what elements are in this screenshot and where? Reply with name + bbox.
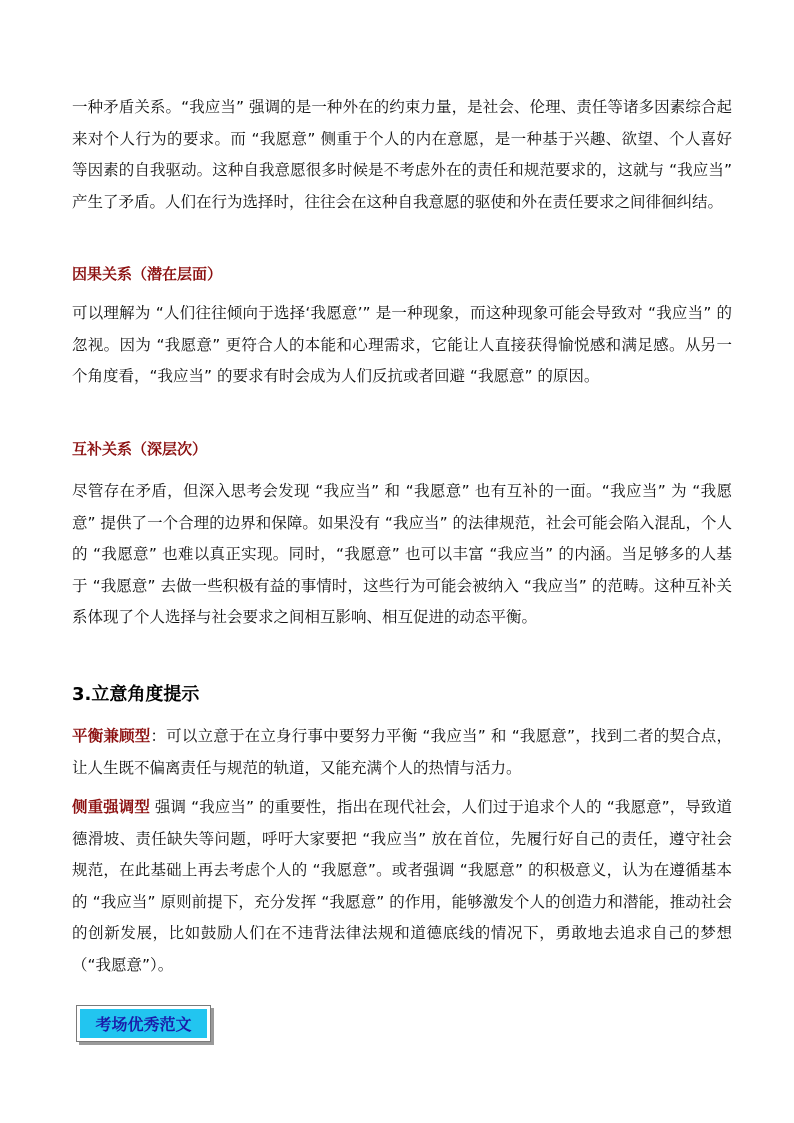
section-title-angle-tips: 3.立意角度提示: [72, 684, 200, 705]
text-balance-type: ：可以立意于在立身行事中要努力平衡 “我应当” 和 “我愿意”，找到二者的契合点，让人生既不偏离责任与规范的轨道，又能充满个人的热情与活力。: [72, 727, 732, 777]
paragraph-conflict: 一种矛盾关系。“我应当” 强调的是一种外在的约束力量，是社会、伦理、责任等诸多因素综合起来对个人行为的要求。而 “我愿意” 侧重于个人的内在意愿，是一种基于兴趣、欲望、个人喜好等因素的自我驱动。这种自我意愿很多时候是不考虑外在的责任和规范要求的，这就与 “我应当” 产生了矛盾。人们在行为选择时，往往会在这种自我意愿的驱使和外在责任要求之间徘徊纠结。: [72, 98, 732, 211]
text-emphasis-type: 强调 “我应当” 的重要性，指出在现代社会，人们过于追求个人的 “我愿意”，导致道德滑坡、责任缺失等问题，呼吁大家要把 “我应当” 放在首位，先履行好自己的责任，遵守社会规范，在此基础上再去考虑个人的 “我愿意”。或者强调 “我愿意” 的积极意义，认为在遵循基本的 “我应当” 原则前提下，充分发挥 “我愿意” 的作用，能够激发个人的创造力和潜能，推动社会的创新发展，比如鼓励人们在不违背法律法规和道德底线的情况下，勇敢地去追求自己的梦想（“我愿意”）。: [72, 798, 732, 974]
label-emphasis-type: 侧重强调型: [72, 798, 150, 816]
paragraph-balance-type: [72, 721, 732, 784]
paragraph-emphasis-type: [72, 792, 732, 981]
model-essay-badge: [76, 1005, 211, 1042]
paragraph-causal: 可以理解为 “人们往往倾向于选择‘我愿意’” 是一种现象，而这种现象可能会导致对 “我应当” 的忽视。因为 “我愿意” 更符合人的本能和心理需求，它能让人直接获得愉悦感和满足感。从另一个角度看，“我应当” 的要求有时会成为人们反抗或者回避 “我愿意” 的原因。: [72, 304, 732, 385]
paragraph-complementary: 尽管存在矛盾，但深入思考会发现 “我应当” 和 “我愿意” 也有互补的一面。“我应当” 为 “我愿意” 提供了一个合理的边界和保障。如果没有 “我应当” 的法律规范，社会可能会陷入混乱，个人的 “我愿意” 也难以真正实现。同时，“我愿意” 也可以丰富 “我应当” 的内涵。当足够多的人基于 “我愿意” 去做一些积极有益的事情时，这些行为可能会被纳入 “我应当” 的范畴。这种互补关系体现了个人选择与社会要求之间相互影响、相互促进的动态平衡。: [72, 482, 732, 626]
heading-causal-relation: 因果关系（潜在层面）: [72, 265, 223, 283]
model-essay-badge-label: 考场优秀范文: [80, 1009, 207, 1038]
heading-complementary-relation: 互补关系（深层次）: [72, 440, 208, 458]
label-balance-type: 平衡兼顾型: [72, 727, 151, 745]
